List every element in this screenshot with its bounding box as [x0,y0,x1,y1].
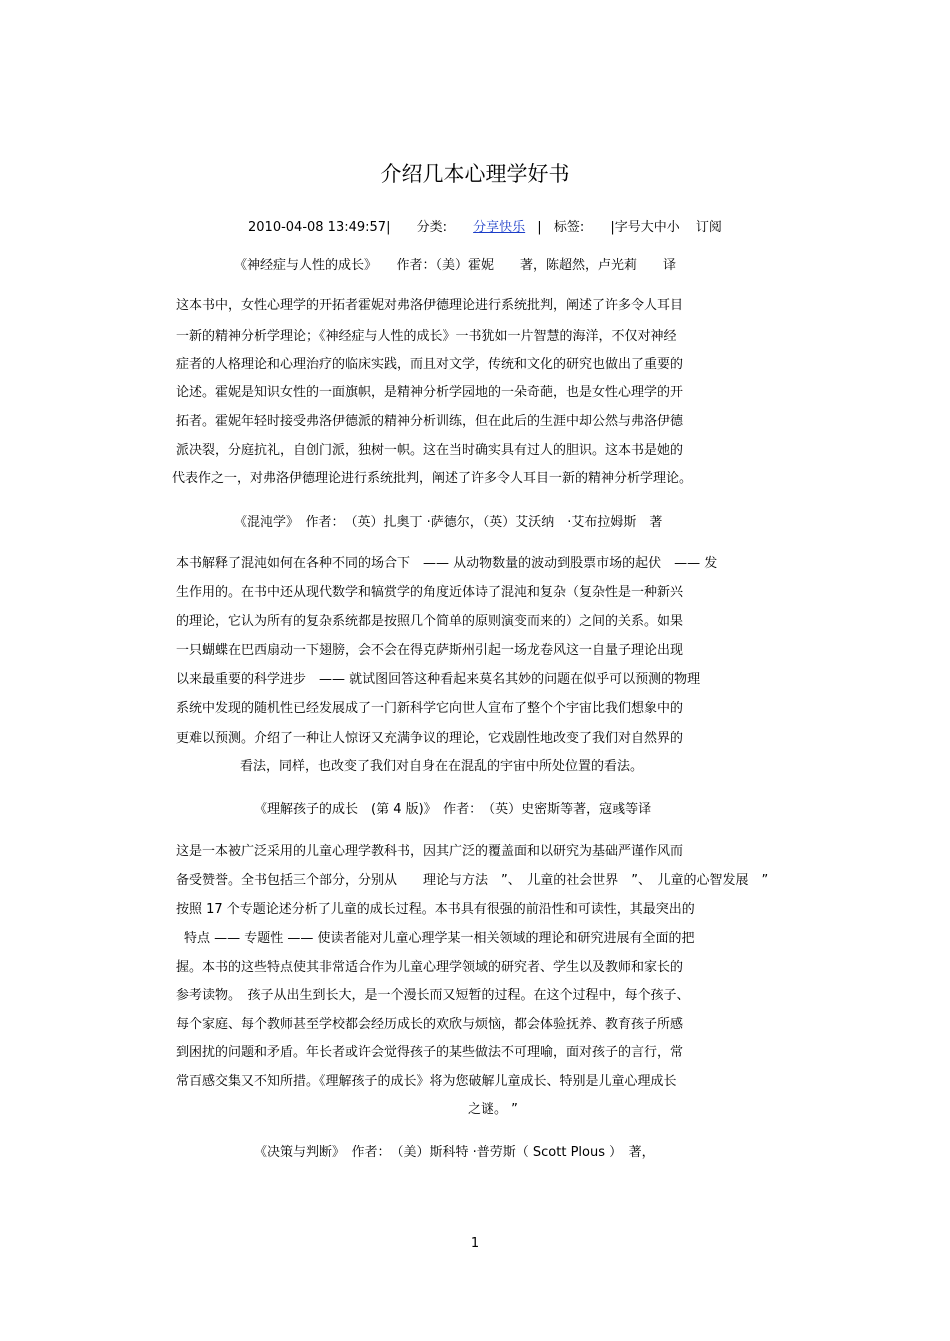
text-line: 到困扰的问题和矛盾。年长者或许会觉得孩子的某些做法不可理喻，面对孩子的言行，常 [176,1045,684,1060]
text-line: 特点 —— 专题性 —— 使读者能对儿童心理学某一相关领域的理论和研究进展有全面的把 [184,931,695,946]
text-line: 常百感交集又不知所措。《理解孩子的成长》将为您破解儿童成长、特别是儿童心理成长 [176,1074,677,1089]
text-line: 更难以预测。介绍了一种让人惊讶又充满争议的理论，它戏剧性地改变了我们对自然界的 [176,731,684,746]
text-line: 本书解释了混沌如何在各种不同的场合下 —— 从动物数量的波动到股票市场的起伏 —— 发 [176,556,718,571]
text-line: 症者的人格理论和心理治疗的临床实践，而且对文学，传统和文化的研究也做出了重要的 [176,357,684,372]
text-line: 握。本书的这些特点使其非常适合作为儿童心理学领域的研究者、学生以及教师和家长的 [176,960,684,975]
category-link[interactable]: 分享快乐 [473,220,526,235]
font-size-options[interactable]: |字号大中小 [610,220,680,235]
text-line: 论述。霍妮是知识女性的一面旗帜，是精神分析学园地的一朵奇葩，也是女性心理学的开 [176,385,684,400]
text-line: 一只蝴蝶在巴西扇动一下翅膀，会不会在得克萨斯州引起一场龙卷风这一自量子理论出现 [176,643,684,658]
text-line: 这是一本被广泛采用的儿童心理学教科书，因其广泛的覆盖面和以研究为基础严谨作风而 [176,844,684,859]
text-line: 生作用的。在书中还从现代数学和犒赏学的角度近体诗了混沌和复杂（复杂性是一种新兴 [176,585,684,600]
text-line: 派决裂，分庭抗礼，自创门派，独树一帜。这在当时确实具有过人的胆识。这本书是她的 [176,443,684,458]
book-heading-3: 《理解孩子的成长 (第 4 版)》 作者： （英）史密斯等著，寇彧等译 [254,802,652,817]
text-line: 一新的精神分析学理论；《神经症与人性的成长》一书犹如一片智慧的海洋，不仅对神经 [176,329,677,344]
subscribe-link[interactable]: 订阅 [695,220,722,235]
book-heading-2: 《混沌学》 作者： （英）扎奥丁 ·萨德尔，（英）艾沃纳 ·艾布拉姆斯 著 [234,515,663,530]
text-line: 系统中发现的随机性已经发展成了一门新科学它向世人宣布了整个个宇宙比我们想象中的 [176,701,684,716]
post-meta [248,216,722,235]
text-line: 代表作之一，对弗洛伊德理论进行系统批判，阐述了许多令人耳目一新的精神分析学理论。 [172,471,693,486]
text-line: 以来最重要的科学进步 —— 就试图回答这种看起来莫名其妙的问题在似乎可以预测的物理 [176,672,701,687]
text-line: 之谜。 ” [468,1102,518,1117]
page-title: 介绍几本心理学好书 [380,162,570,186]
text-line: 拓者。霍妮年轻时接受弗洛伊德派的精神分析训练，但在此后的生涯中却公然与弗洛伊德 [176,414,684,429]
text-line: 参考读物。 孩子从出生到长大，是一个漫长而又短暂的过程。在这个过程中，每个孩子、 [176,988,690,1003]
text-line: 每个家庭、每个教师甚至学校都会经历成长的欢欣与烦恼，都会体验抚养、教育孩子所感 [176,1017,684,1032]
book-heading-4: 《决策与判断》 作者： （美）斯科特 ·普劳斯（ Scott Plous ） 著， [254,1145,655,1160]
book-heading-1: 《神经症与人性的成长》 作者：（美）霍妮 著，陈超然，卢光莉 译 [234,258,677,273]
category-label: 分类: [416,220,447,235]
meta-separator: | [537,220,542,235]
text-line: 这本书中，女性心理学的开拓者霍妮对弗洛伊德理论进行系统批判，阐述了许多令人耳目 [176,298,684,313]
post-datetime: 2010-04-08 13:49:57| [248,220,391,235]
tags-label: 标签: [553,220,585,235]
text-line: 备受赞誉。全书包括三个部分，分别从 理论与方法 ”、 儿童的社会世界 ”、 儿童的心智发展 ” [176,873,769,888]
page-number: 1 [470,1236,480,1251]
text-line: 看法，同样，也改变了我们对自身在在混乱的宇宙中所处位置的看法。 [240,759,644,774]
text-line: 的理论，它认为所有的复杂系统都是按照几个简单的原则演变而来的）之间的关系。如果 [176,614,684,629]
text-line: 按照 17 个专题论述分析了儿童的成长过程。本书具有很强的前沿性和可读性，其最突出的 [176,902,695,917]
